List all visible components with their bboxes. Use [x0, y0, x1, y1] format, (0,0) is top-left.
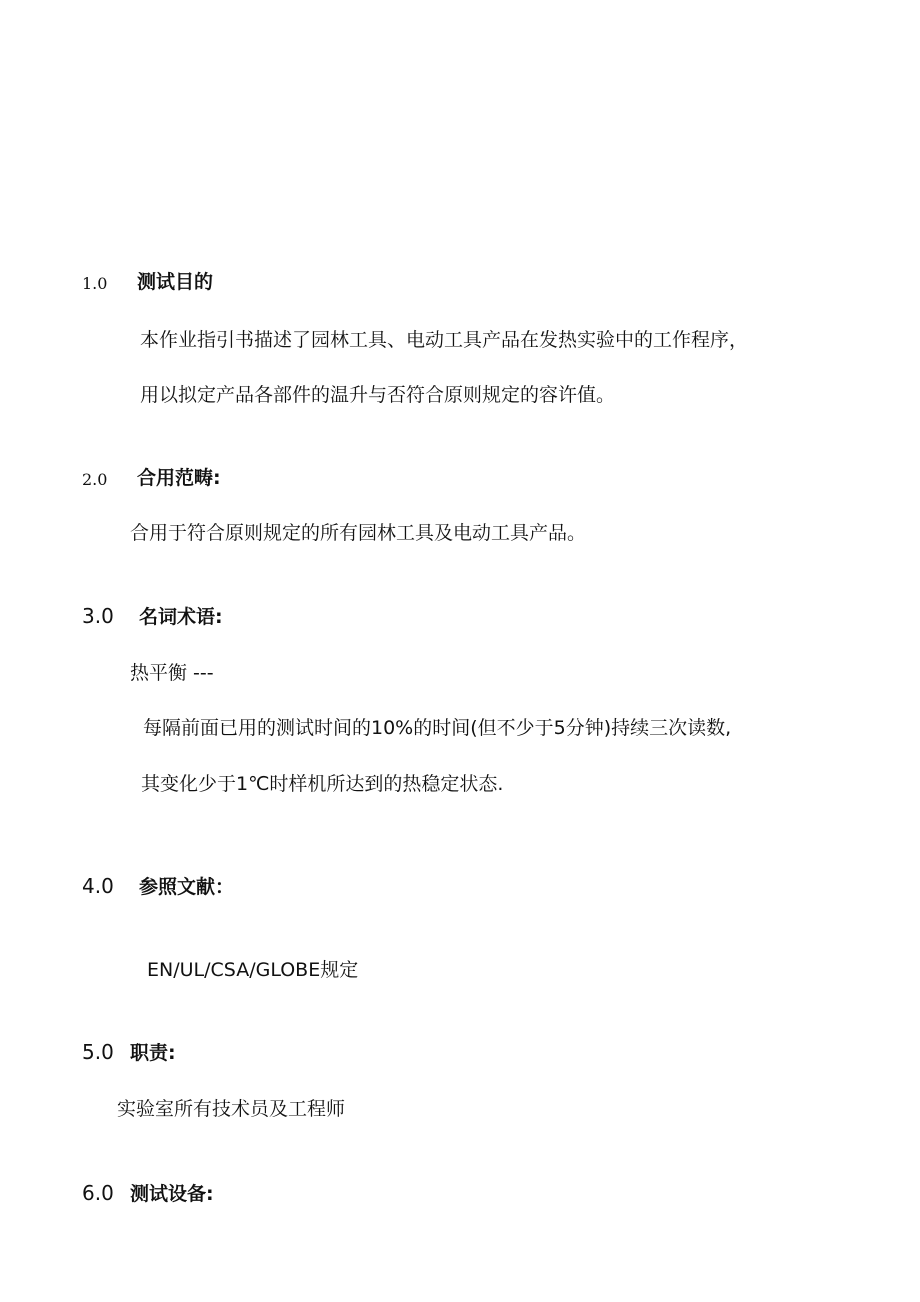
section-5-number: 5.0 — [82, 1040, 114, 1064]
section-3-term: 热平衡 --- — [130, 662, 214, 684]
section-4-body-line-1: EN/UL/CSA/GLOBE规定 — [147, 959, 359, 981]
section-3-number: 3.0 — [82, 604, 114, 628]
section-3-body-line-2: 其变化少于1℃时样机所达到的热稳定状态. — [141, 773, 504, 795]
section-3-title: 名词术语: — [139, 606, 223, 628]
section-6-number: 6.0 — [82, 1181, 114, 1205]
section-1-body-line-1: 本作业指引书描述了园林工具、电动工具产品在发热实验中的工作程序， — [140, 329, 749, 351]
section-5-title: 职责: — [130, 1042, 176, 1064]
section-4-title: 参照文献： — [139, 876, 235, 898]
section-1-title: 测试目的 — [137, 271, 214, 293]
section-2-title: 合用范畴: — [137, 467, 221, 489]
section-6-title: 测试设备: — [130, 1183, 214, 1205]
section-3-body-line-1: 每隔前面已用的测试时间的10%的时间(但不少于5分钟)持续三次读数, — [143, 717, 732, 739]
section-1-number: 1.0 — [82, 274, 108, 293]
section-4-number: 4.0 — [82, 874, 114, 898]
section-2-body-line-1: 合用于符合原则规定的所有园林工具及电动工具产品。 — [130, 522, 587, 544]
section-2-number: 2.0 — [82, 470, 108, 489]
section-5-body-line-1: 实验室所有技术员及工程师 — [117, 1098, 346, 1120]
section-1-body-line-2: 用以拟定产品各部件的温升与否符合原则规定的容许值。 — [140, 384, 616, 406]
